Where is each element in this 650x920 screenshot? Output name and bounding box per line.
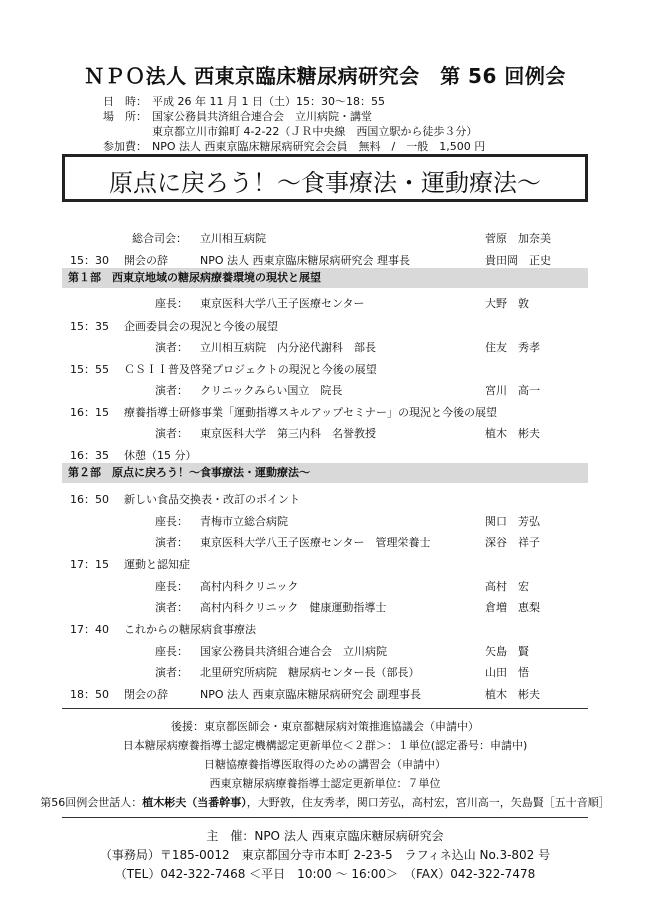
chair-name: 矢島 賢 [485,645,529,658]
office-address: （事務局）〒185-0012 東京都国分寺市本町 2-23-5 ラフィネ込山 No.3-802 号 [99,848,551,862]
organizers-label: 第56回例会世話人： [40,796,143,809]
contact-info: （TEL）042-322-7468 ＜平日 10:00 〜 16:00＞ （FAX）042-322-7478 [114,867,536,881]
speaker-affil: 高村内科クリニック 健康運動指導士 [200,601,387,614]
venue-value: 国家公務員共済組合連合会 立川病院・講堂 [152,110,372,123]
opening-time: 15：30 [70,254,109,267]
speaker-label: 演者： [155,341,188,354]
talk-title: ＣＳＩＩ普及啓発プロジェクトの現況と今後の展望 [124,363,377,376]
talk-time: 16：50 [70,493,109,506]
speaker-label: 演者： [155,666,188,679]
venue-label: 場 所： [103,110,147,123]
speaker-affil: 東京医科大学八王子医療センター 管理栄養士 [200,536,431,549]
talk-title: 運動と認知症 [124,558,190,571]
chair-label: 座長： [155,515,188,528]
closing-time: 18：50 [70,688,109,701]
date-label: 日 時： [103,95,147,108]
closing-affil: NPO 法人 西東京臨床糖尿病研究会 副理事長 [200,688,422,701]
venue-address: 東京都立川市錦町 4-2-22（ＪＲ中央線 西国立駅から徒歩３分） [152,125,478,138]
talk-time: 15：35 [70,320,109,333]
talk-time: 16：15 [70,406,109,419]
credit-text: 日糖協療養指導医取得のための講習会（申請中） [204,758,446,771]
closing-title: 閉会の辞 [124,688,168,701]
speaker-name: 植木 彬夫 [485,427,540,440]
date-value: 平成 26 年 11 月 1 日（土）15：30〜18：55 [152,95,385,108]
section-2-header-text: 第２部 原点に戻ろう！〜食事療法・運動療法〜 [68,466,310,479]
opening-title: 開会の辞 [124,254,168,267]
talk-title: これからの糖尿病食事療法 [124,623,256,636]
theme-banner [62,154,588,202]
speaker-name: 山田 悟 [485,666,529,679]
talk-time: 15：55 [70,363,109,376]
talk-title: 療養指導士研修事業「運動指導スキルアップセミナー」の現況と今後の展望 [124,406,498,419]
speaker-label: 演者： [155,384,188,397]
break-title: 休憩（15 分） [124,449,197,462]
general-chair-name: 菅原 加奈美 [485,232,551,245]
host-text: 主 催：NPO 法人 西東京臨床糖尿病研究会 [206,829,444,843]
speaker-name: 倉増 恵梨 [485,601,540,614]
section-1-header [62,268,588,288]
chair-label: 座長： [155,580,188,593]
talk-time: 17：40 [70,623,109,636]
talk-title: 企画委員会の現況と今後の展望 [124,320,278,333]
support-text: 後援：東京都医師会・東京都糖尿病対策推進協議会（申請中） [171,720,479,733]
general-chair-label: 総合司会： [132,232,187,245]
speaker-affil: 北里研究所病院 糖尿病センター長（部長） [200,666,420,679]
break-time: 16：35 [70,449,109,462]
talk-title: 新しい食品交換表・改訂のポイント [124,493,300,506]
credit-text: 日本糖尿病療養指導士認定機構認定更新単位＜２群＞：１単位(認定番号：申請中) [122,739,528,752]
chair-affil: 国家公務員共済組合連合会 立川病院 [200,645,387,658]
organizers-rest: ，大野敦，住友秀孝，関口芳弘，高村宏，宮川高一，矢島賢［五十音順］ [246,796,610,809]
closing-name: 植木 彬夫 [485,688,540,701]
section-1-chair-label: 座長： [155,297,188,310]
page-title: ＮＰＯ法人 西東京臨床糖尿病研究会 第 56 回例会 [84,64,566,88]
credit-text: 西東京糖尿病療養指導士認定更新単位：７単位 [209,777,441,790]
speaker-label: 演者： [155,601,188,614]
footer-divider-bottom [62,817,588,818]
chair-affil: 青梅市立総合病院 [200,515,288,528]
speaker-name: 宮川 高一 [485,384,540,397]
chair-affil: 高村内科クリニック [200,580,299,593]
speaker-label: 演者： [155,536,188,549]
chair-name: 関口 芳弘 [485,515,540,528]
footer-divider-top [62,708,588,709]
speaker-affil: クリニックみらい国立 院長 [200,384,343,397]
opening-name: 貴田岡 正史 [485,254,551,267]
speaker-name: 深谷 祥子 [485,536,540,549]
section-1-chair-affil: 東京医科大学八王子医療センター [200,297,365,310]
section-2-header [62,463,588,483]
fee-value: NPO 法人 西東京臨床糖尿病研究会会員 無料 / 一般 1,500 円 [152,140,486,153]
speaker-affil: 東京医科大学 第三内科 名誉教授 [200,427,376,440]
section-1-chair-name: 大野 敦 [485,297,529,310]
organizers-line [0,794,650,810]
general-chair-affil: 立川相互病院 [200,232,266,245]
fee-label: 参加費： [103,140,147,153]
chair-name: 高村 宏 [485,580,529,593]
theme-banner-text: 原点に戻ろう！〜食事療法・運動療法〜 [109,169,541,197]
organizers-lead: 植木彬夫（当番幹事） [142,796,247,809]
speaker-affil: 立川相互病院 内分泌代謝科 部長 [200,341,376,354]
chair-label: 座長： [155,645,188,658]
speaker-name: 住友 秀孝 [485,341,540,354]
talk-time: 17：15 [70,558,109,571]
section-1-header-text: 第１部 西東京地域の糖尿病療養環境の現状と展望 [68,271,321,284]
speaker-label: 演者： [155,427,188,440]
opening-affil: NPO 法人 西東京臨床糖尿病研究会 理事長 [200,254,411,267]
